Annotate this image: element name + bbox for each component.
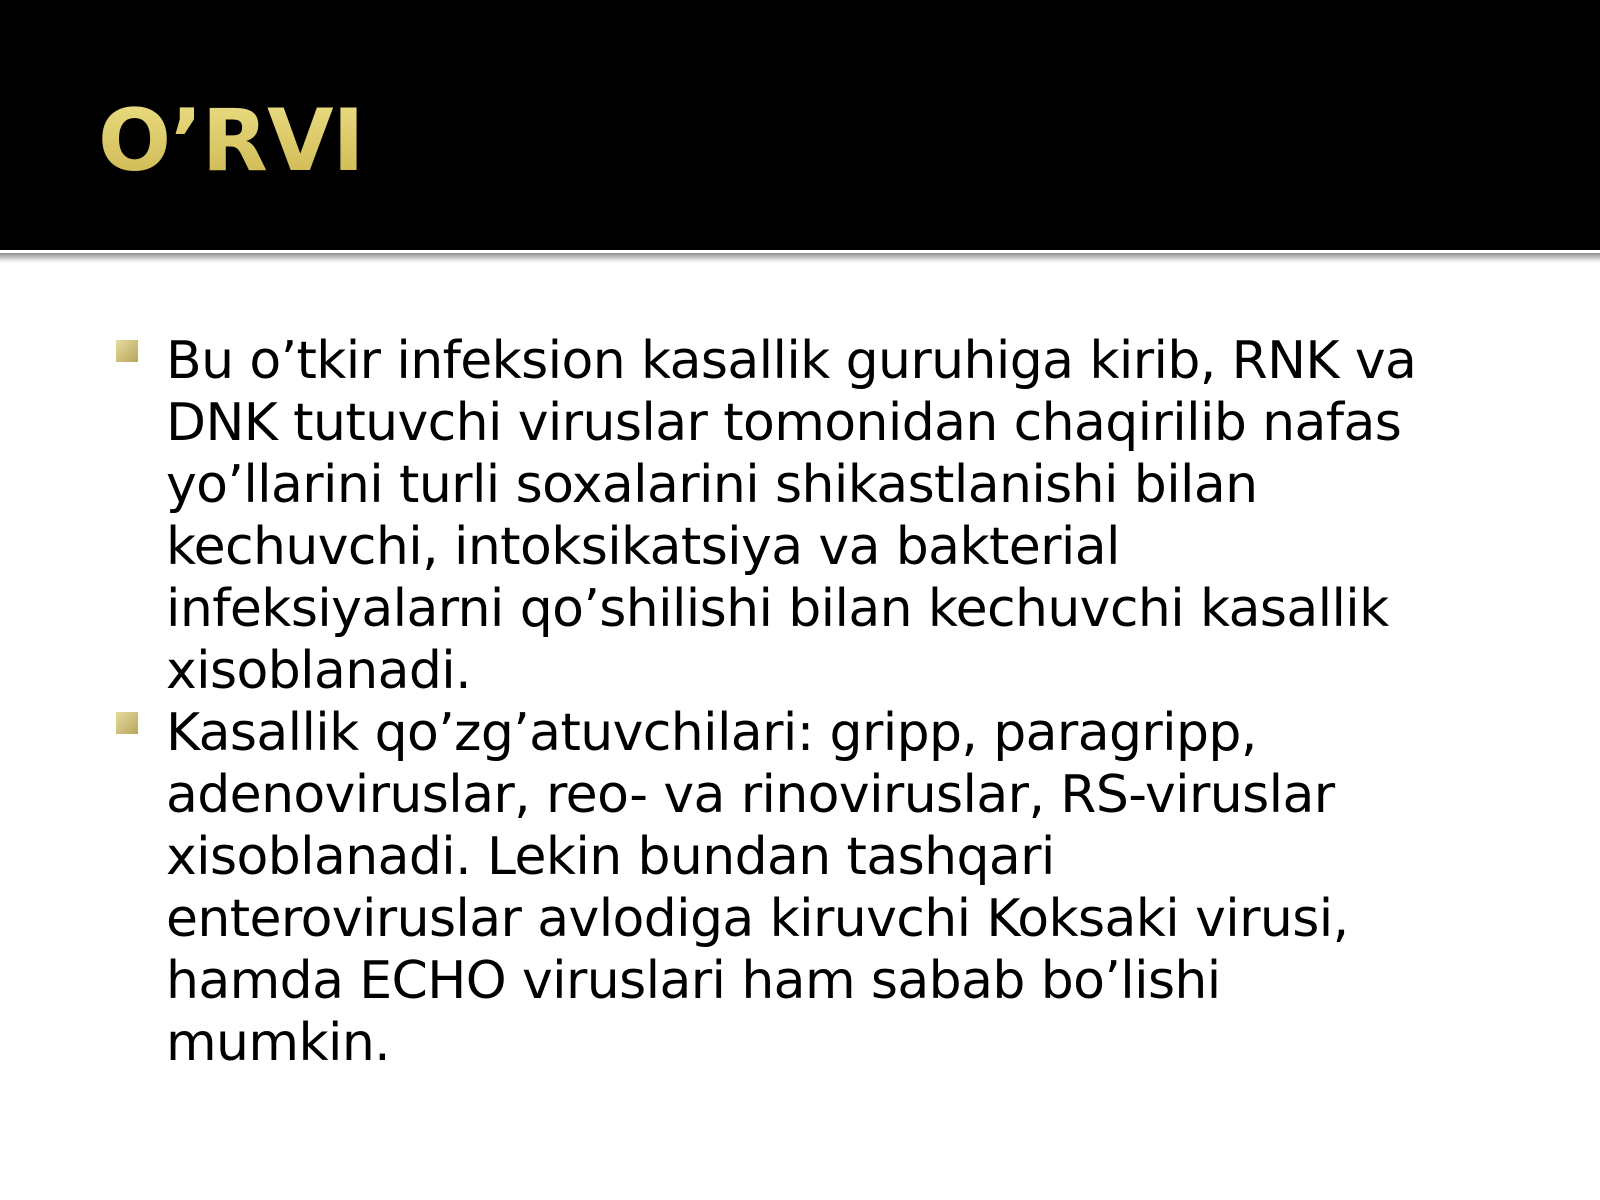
title-divider bbox=[0, 253, 1600, 263]
bullet-line: Bu o’tkir infeksion kasallik guruhiga kirib, RNK va bbox=[166, 331, 1417, 391]
square-bullet-icon bbox=[116, 712, 138, 734]
bullet-line: xisoblanadi. Lekin bundan tashqari bbox=[166, 827, 1055, 887]
bullet-line: kechuvchi, intoksikatsiya va bakterial bbox=[166, 517, 1120, 577]
bullet-line: enteroviruslar avlodiga kiruvchi Koksaki virusi, bbox=[166, 889, 1349, 949]
title-bar bbox=[0, 0, 1600, 250]
bullet-line: hamda ECHO viruslari ham sabab bo’lishi bbox=[166, 951, 1221, 1011]
slide-title: O’RVI bbox=[98, 86, 364, 196]
bullet-line: mumkin. bbox=[166, 1013, 391, 1073]
bullet-line: yo’llarini turli soxalarini shikastlanishi bilan bbox=[166, 455, 1258, 515]
bullet-item bbox=[110, 702, 1510, 1074]
bullet-line: xisoblanadi. bbox=[166, 641, 472, 701]
bullet-line: Kasallik qo’zg’atuvchilari: gripp, paragripp, bbox=[166, 703, 1257, 763]
bullet-item bbox=[110, 330, 1510, 702]
square-bullet-icon bbox=[116, 340, 138, 362]
bullet-line: adenoviruslar, reo- va rinoviruslar, RS-viruslar bbox=[166, 765, 1335, 825]
bullet-line: DNK tutuvchi viruslar tomonidan chaqirilib nafas bbox=[166, 393, 1402, 453]
bullet-line: infeksiyalarni qo’shilishi bilan kechuvchi kasallik bbox=[166, 579, 1389, 639]
bullet-list bbox=[110, 330, 1510, 1074]
slide-body bbox=[110, 330, 1510, 1074]
